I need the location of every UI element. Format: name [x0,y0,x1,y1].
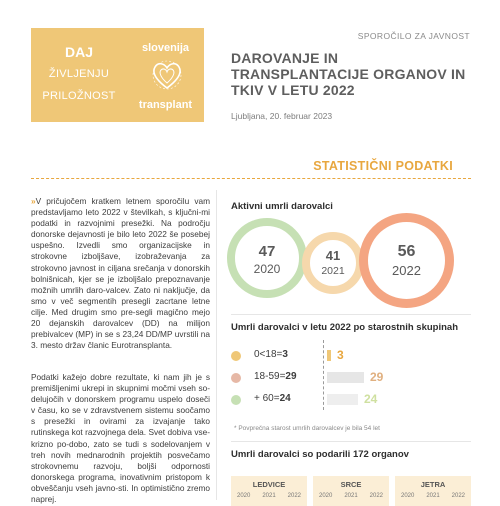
donors-2021-year: 2021 [321,265,345,277]
donors-2022-ring [359,213,454,308]
organ-year: 2022 [451,493,465,499]
age-bar-adult [327,372,364,383]
organ-year: 2021 [426,493,440,499]
donors-2022-value: 56 [397,243,416,260]
section-title: STATISTIČNI PODATKI [313,159,453,173]
organ-years-kidneys [231,493,307,499]
age-dot-senior [231,395,241,405]
organ-year: 2020 [400,493,415,499]
campaign-logo [31,28,204,122]
donors-2021-value: 41 [325,248,341,263]
donors-2021-ring [302,232,364,294]
intro-text: V pričujočem kratkem letnem sporočilu vam predstavljamo leto 2022 v številkah, s ključni-mi podatki in razvojnimi presežki. Na področju donorske dejavnosti je bilo leto 2022 še posebej uspešno. Izvedli smo organizacijske in strokovne izboljšave, izobraževanja za strokovno javnost in ciljana srečanja v donorskih bolnišnicah, kjer se je izboljšalo prepoznavanje možnih umrlih daro-valcev. Zato ni naključje, da smo v več segmentih presegli zacrtane letne cilje. Med drugim smo pre-segli magično mejo 20 dejanskih darovalcev (DD) na milijon prebivalcev (MP) in se s 23,24 DD/MP uvrstili na 3. mesto držav članic Eurotransplanta. [31,196,210,351]
organs-table [231,476,471,500]
age-label-senior: + 60=24 [254,393,291,404]
donors-heading: Aktivni umrli darovalci [231,201,333,212]
divider-1 [231,314,471,315]
second-paragraph: Podatki kažejo dobre rezultate, ki nam jih je s premišljenimi ukrepi in skupnimi močmi vseh so-delujočih v donorskem programu uspelo doseči v času, ko se v zdravstvenem sistemu soočamo s presežki in ovirami za izvajanje tako rutinskega kot razvojnega dela. Svet dobiva vse-krizno po-dobo, zato se tudi s sodelovanjem v treh novih mednarodnih projektih posvečamo strokovnemu razvoju, boljši odpornosti donorskega programa, inovativnim pristopom k obveščanju vseh javno-sti. In optimistično zremo naprej. [31,372,210,505]
logo-line-2: ŽIVLJENJU [48,68,110,80]
age-bar-value-adult: 29 [370,370,384,384]
age-dot-child [231,351,241,361]
organ-year: 2022 [369,493,383,499]
age-dot-adult [231,373,241,383]
organ-name-liver: JETRA [420,480,446,489]
organs-heading: Umrli darovalci so podarili 172 organov [231,449,409,460]
organ-years-liver [395,493,471,499]
column-divider [216,190,217,500]
intro-paragraph [31,196,210,351]
age-label-child: 0<18=3 [254,349,288,360]
age-bar-senior [327,394,358,405]
organ-group-kidneys [231,476,307,506]
organ-name-heart: SRCE [340,480,362,489]
organ-year: 2022 [287,493,301,499]
age-bar-child [327,350,331,361]
logo-line-1: DAJ [64,44,93,60]
organ-year: 2020 [236,493,251,499]
brand-bottom: transplant [138,99,193,111]
age-bar-value-senior: 24 [364,392,378,406]
age-bar-value-child: 3 [337,348,344,362]
age-footnote: * Povprečna starost umrlih darovalcev je bila 54 let [234,425,380,432]
organ-name-kidneys: LEDVICE [252,480,286,489]
organ-group-heart [313,476,389,506]
organ-group-liver [395,476,471,506]
quote-mark: » [31,196,36,206]
logo-line-3: PRILOŽNOST [42,90,116,102]
donors-2020-value: 47 [258,243,276,260]
organ-year: 2021 [262,493,276,499]
section-divider [31,178,471,179]
press-release-label: SPOROČILO ZA JAVNOST [357,31,470,41]
donors-2020-year: 2020 [253,262,281,276]
organ-year: 2021 [344,493,358,499]
donors-2022-year: 2022 [392,263,421,278]
dateline: Ljubljana, 20. februar 2023 [231,111,333,121]
age-row-child [231,349,471,363]
divider-2 [231,441,471,442]
brand-top: slovenija [141,42,190,54]
age-label-adult: 18-59=29 [254,371,297,382]
organ-year: 2020 [318,493,333,499]
donors-2020-ring [227,218,307,298]
age-groups-heading: Umrli darovalci v letu 2022 po starostnih skupinah [231,322,459,333]
organ-years-heart [313,493,389,499]
heart-emblem-icon [149,57,185,93]
document-title: DAROVANJE IN TRANSPLANTACIJE ORGANOV IN TKIV V LETU 2022 [231,50,466,98]
